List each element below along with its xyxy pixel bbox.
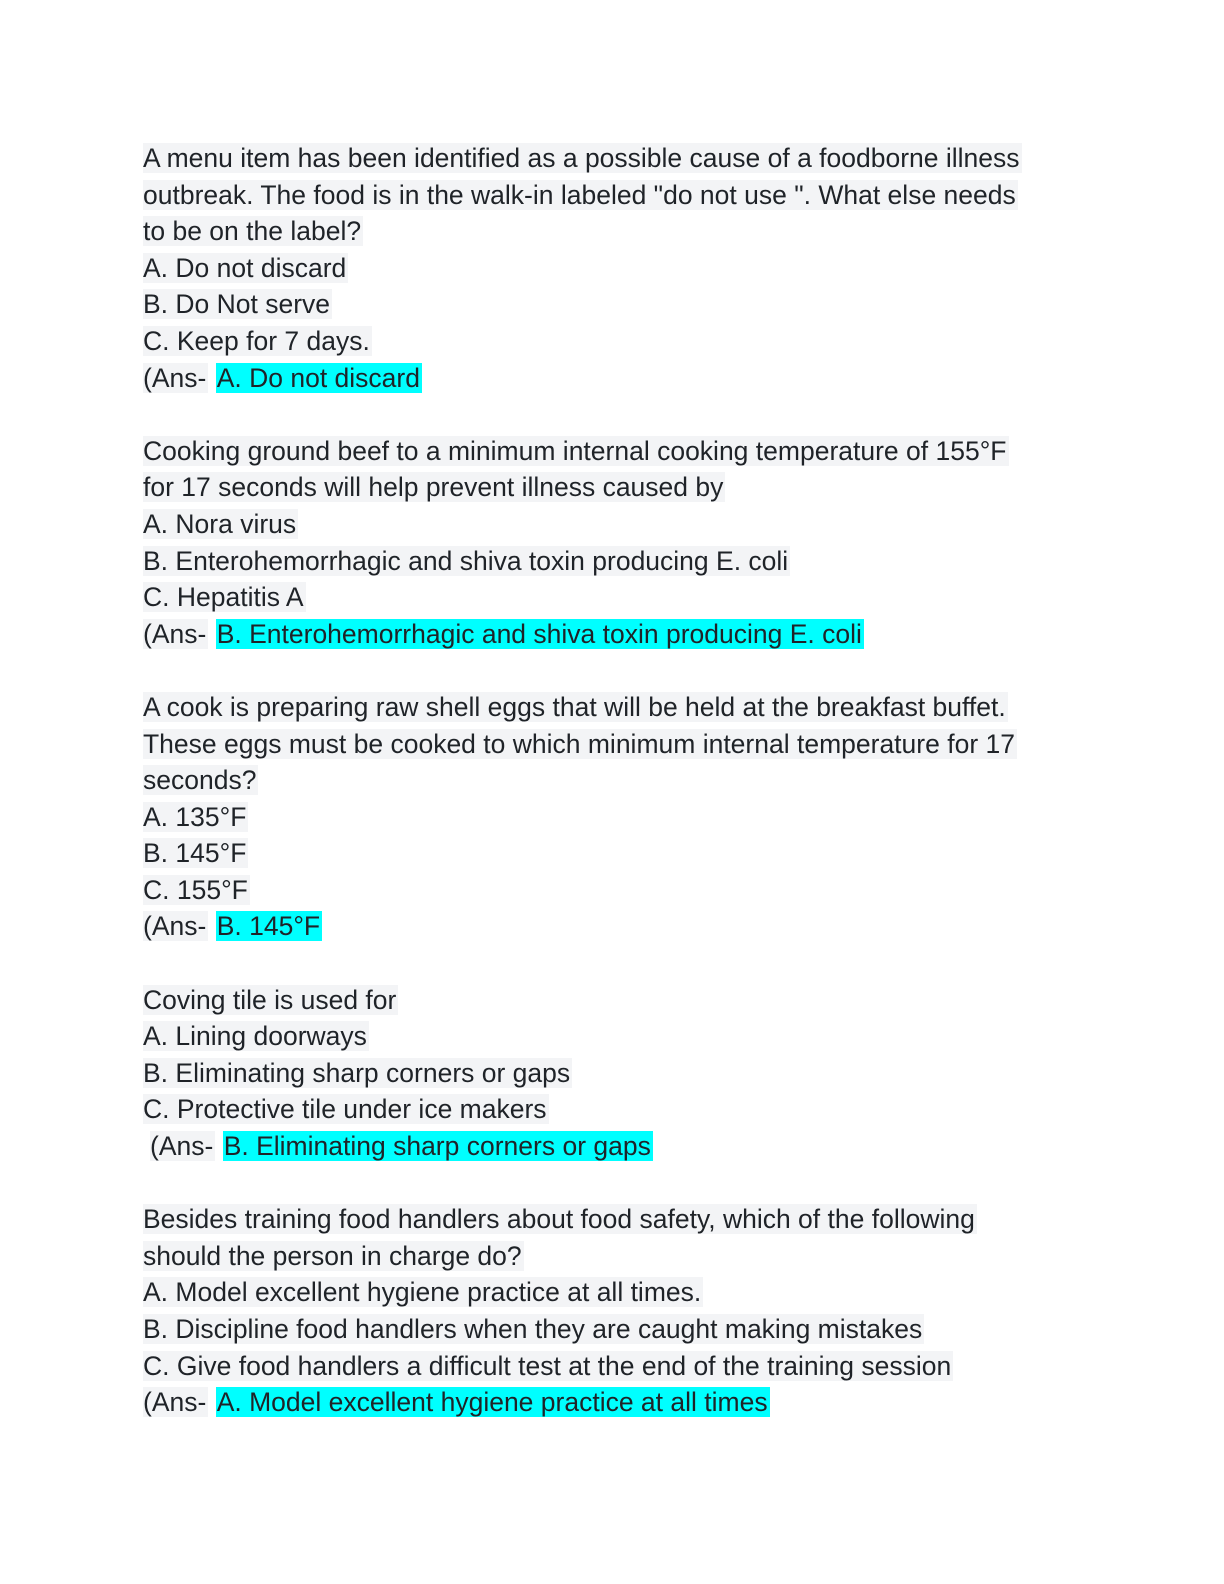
question-text-line: A cook is preparing raw shell eggs that will be held at the breakfast buffet. <box>143 691 1006 722</box>
answer-prefix: (Ans- <box>143 362 207 393</box>
question-text-line: These eggs must be cooked to which minimum internal temperature for 17 <box>143 728 1015 759</box>
answer-prefix: (Ans- <box>143 618 207 649</box>
answer-prefix: (Ans- <box>150 1131 214 1162</box>
answer-line <box>143 908 1103 945</box>
option-b: B. Enterohemorrhagic and shiva toxin producing E. coli <box>143 545 789 576</box>
option-c: C. Keep for 7 days. <box>143 325 370 356</box>
option-a: A. Nora virus <box>143 508 297 539</box>
answer-highlight: A. Model excellent hygiene practice at all times <box>216 1387 768 1418</box>
document-page <box>143 140 1103 1457</box>
answer-prefix: (Ans- <box>143 911 207 942</box>
question-block-5 <box>143 1201 1103 1421</box>
option-c: C. Hepatitis A <box>143 582 304 613</box>
question-block-3 <box>143 689 1103 945</box>
option-b: B. Eliminating sharp corners or gaps <box>143 1057 571 1088</box>
option-b: B. Discipline food handlers when they are caught making mistakes <box>143 1314 923 1344</box>
answer-prefix: (Ans- <box>143 1387 207 1418</box>
answer-line <box>143 1128 1103 1165</box>
question-text-line: outbreak. The food is in the walk-in labeled "do not use ". What else needs <box>143 179 1016 210</box>
question-block-1 <box>143 140 1103 396</box>
answer-highlight: B. Eliminating sharp corners or gaps <box>223 1131 651 1162</box>
option-b: B. Do Not serve <box>143 289 331 320</box>
question-text-line: should the person in charge do? <box>143 1240 522 1271</box>
option-a: A. Lining doorways <box>143 1021 367 1052</box>
question-text-line: Besides training food handlers about food safety, which of the following <box>143 1204 975 1235</box>
question-text-line: seconds? <box>143 765 257 796</box>
question-text-line: A menu item has been identified as a possible cause of a foodborne illness <box>143 143 1020 173</box>
answer-highlight: B. 145°F <box>216 911 321 942</box>
question-text-line: Coving tile is used for <box>143 984 397 1015</box>
answer-highlight: B. Enterohemorrhagic and shiva toxin producing E. coli <box>216 618 862 649</box>
option-b: B. 145°F <box>143 838 247 869</box>
answer-highlight: A. Do not discard <box>216 362 420 393</box>
option-c: C. 155°F <box>143 874 248 905</box>
option-c: C. Protective tile under ice makers <box>143 1094 547 1125</box>
question-text-line: to be on the label? <box>143 216 362 247</box>
answer-line <box>143 616 1103 653</box>
option-a: A. 135°F <box>143 801 247 832</box>
option-a: A. Model excellent hygiene practice at all times. <box>143 1277 702 1308</box>
question-block-2 <box>143 433 1103 653</box>
question-block-4 <box>143 982 1103 1165</box>
question-text-line: Cooking ground beef to a minimum internal cooking temperature of 155°F <box>143 435 1007 466</box>
question-text-line: for 17 seconds will help prevent illness caused by <box>143 472 724 503</box>
option-c: C. Give food handlers a difficult test at the end of the training session <box>143 1350 952 1381</box>
option-a: A. Do not discard <box>143 252 347 283</box>
answer-line <box>143 1384 1103 1421</box>
answer-line <box>143 360 1103 397</box>
